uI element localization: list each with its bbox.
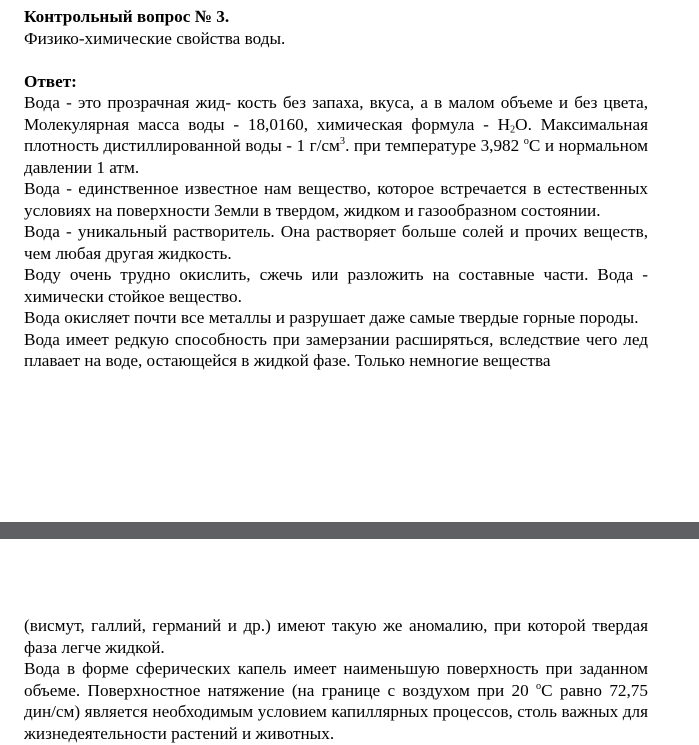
question-subtitle: Физико-химические свойства воды. bbox=[24, 28, 286, 48]
paragraph-states: Вода - единственное известное нам вещество, которое встречается в естественных условиях на поверхности Земли в твердом, жидком и газообразном состоянии. bbox=[24, 179, 648, 220]
document-page-2 bbox=[0, 539, 699, 745]
page-separator bbox=[0, 522, 699, 539]
page-2-text bbox=[24, 615, 648, 744]
paragraph-properties: Вода - это прозрачная жид- кость без запаха, вкуса, а в малом объеме и без цвета, Молекулярная масса воды - 18,0160, химическая формула - $H_2O$. Максимальная плотность дистиллированной воды - 1 $г/см^3$. при температуре 3,982 $^o$С и нормальном давлении 1 атм. bbox=[24, 93, 648, 177]
paragraph-surface-tension: Вода в форме сферических капель имеет наименьшую поверхность при заданном объеме. Поверхностное натяжение (на границе с воздухом при 20 $^o$С равно 72,75 дин/см) является необходимым условием капиллярных процессов, столь важных для жизнедеятельности растений и животных. bbox=[24, 659, 648, 743]
paragraph-oxidation: Вода окисляет почти все металлы и разрушает даже самые твердые горные породы. bbox=[24, 308, 639, 327]
paragraph-anomaly: (висмут, галлий, германий и др.) имеют такую же аномалию, при которой твердая фаза легче жидкой. bbox=[24, 616, 648, 657]
question-heading: Контрольный вопрос № 3. bbox=[24, 7, 230, 26]
answer-label: Ответ: bbox=[24, 71, 77, 91]
blank-line bbox=[24, 49, 648, 71]
paragraph-stability: Воду очень трудно окислить, сжечь или разложить на составные части. Вода - химически стойкое вещество. bbox=[24, 265, 648, 306]
paragraph-solvent: Вода - уникальный растворитель. Она растворяет больше солей и прочих веществ, чем любая другая жидкость. bbox=[24, 222, 648, 263]
paragraph-expansion: Вода имеет редкую способность при замерзании расширяться, вследствие чего лед плавает на воде, остающейся в жидкой фазе. Только немногие вещества bbox=[24, 329, 648, 370]
page-1-text bbox=[24, 6, 648, 372]
